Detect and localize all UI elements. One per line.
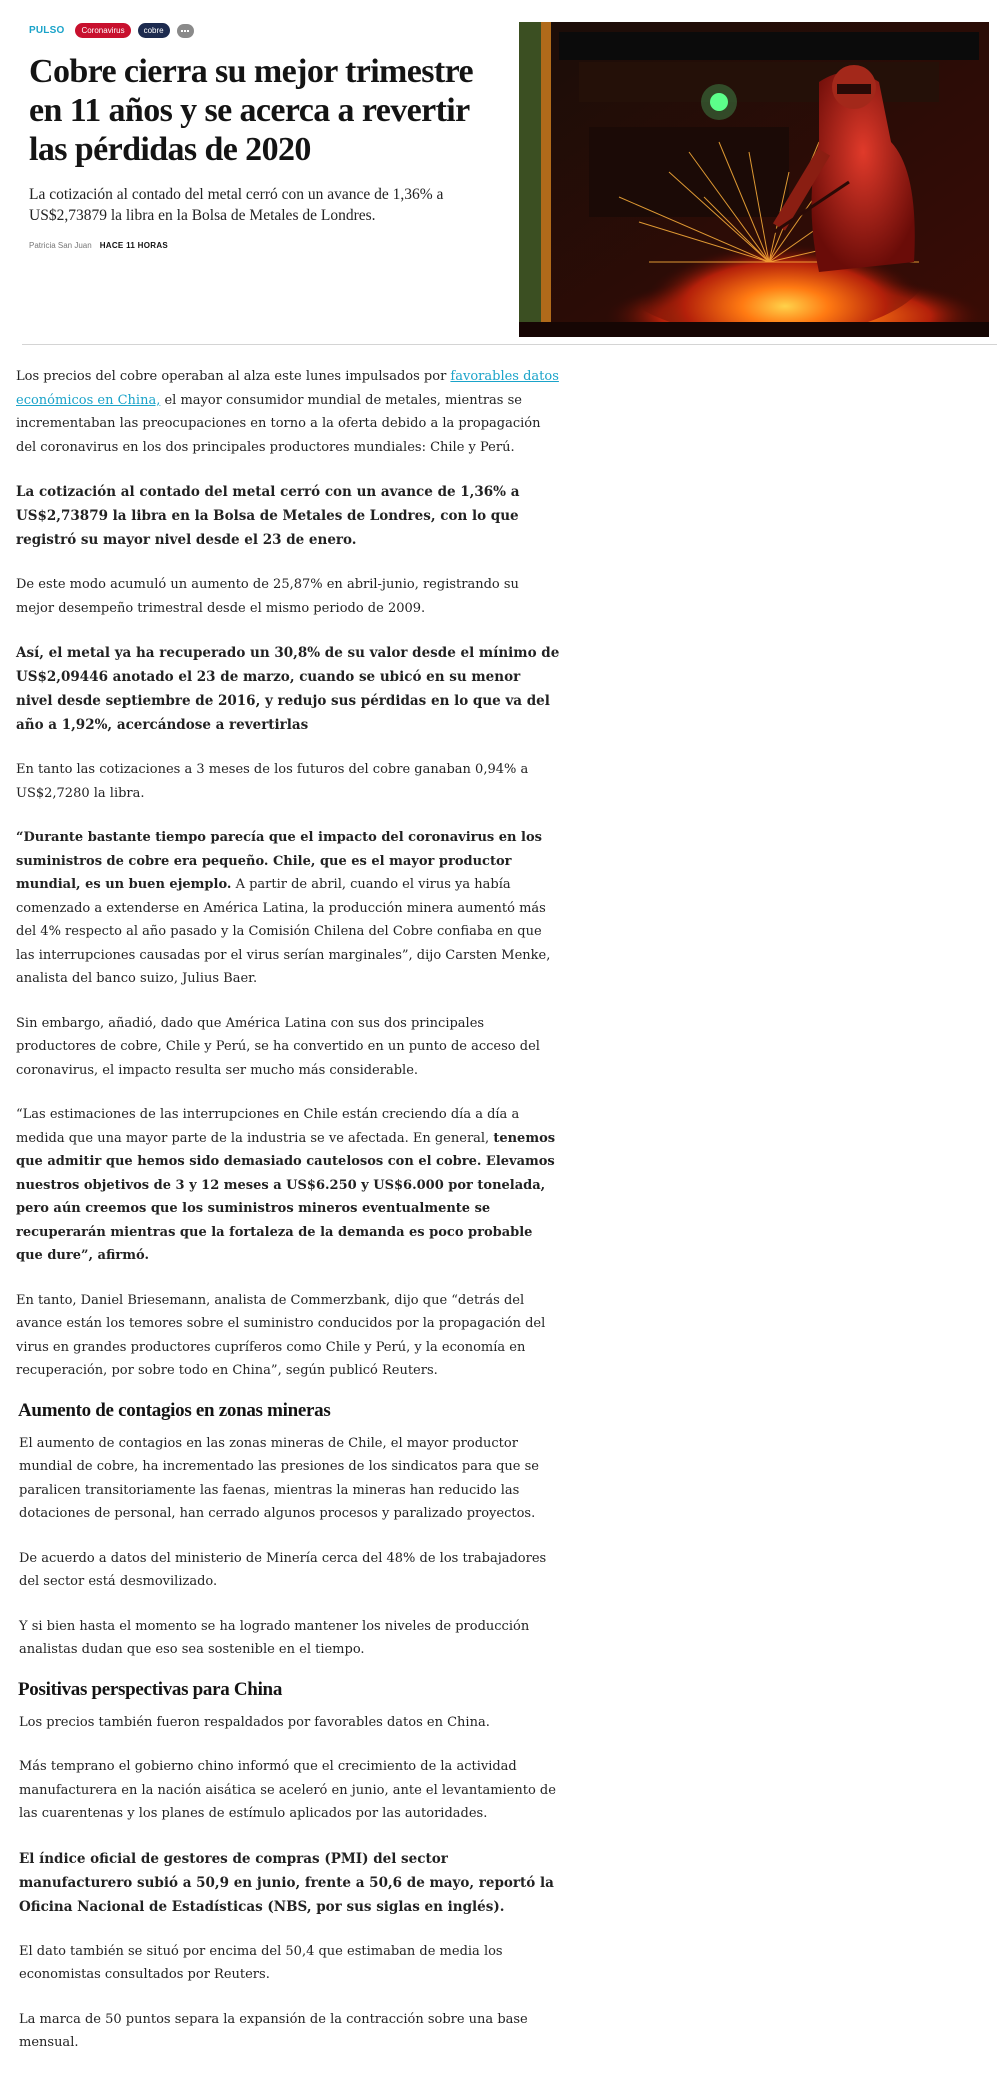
article-deck: La cotización al contado del metal cerró con un avance de 1,36% a US$2,73879 la libra en la Bolsa de Metales de Londres. bbox=[29, 186, 444, 224]
paragraph: Así, el metal ya ha recuperado un 30,8% de su valor desde el mínimo de US$2,09446 anotado el 23 de marzo, cuando se ubicó en su menor nivel desde septiembre de 2016, y redujo sus pérdidas en lo que va del año a 1,92%, acercándose a revertirlas bbox=[16, 645, 560, 733]
paragraph: Más temprano el gobierno chino informó que el crecimiento de la actividad manufacturera en la nación aisática se aceleró en junio, ante el levantamiento de las cuarentenas y los planes de estímulo aplicados por las autoridades. bbox=[19, 1759, 556, 1821]
ellipsis-icon[interactable] bbox=[177, 24, 194, 38]
inline-link[interactable]: favorables datos económicos en China, bbox=[16, 369, 559, 408]
article-header bbox=[0, 0, 1000, 345]
paragraph: Y si bien hasta el momento se ha logrado mantener los niveles de producción analistas dudan que eso sea sostenible en el tiempo. bbox=[19, 1618, 530, 1657]
paragraph: “Durante bastante tiempo parecía que el impacto del coronavirus en los suministros de cobre era pequeño. Chile, que es el mayor productor mundial, es un buen ejemplo. A partir de abril, cuando el virus ya había comenzado a extenderse en América Latina, la producción minera aumentó más del 4% respecto al año pasado y la Comisión Chilena del Cobre confiaba en que las interrupciones causadas por el virus serían marginales”, dijo Carsten Menke, analista del banco suizo, Julius Baer. bbox=[16, 830, 551, 986]
paragraph: De este modo acumuló un aumento de 25,87% en abril-junio, registrando su mejor desempeño trimestral desde el mismo periodo de 2009. bbox=[16, 577, 519, 616]
paragraph: En tanto, Daniel Briesemann, analista de Commerzbank, dijo que “detrás del avance están los temores sobre el suministro conducidos por la propagación del virus en grandes productores cupríferos como Chile y Perú, y la economía en recuperación, por sobre todo en China”, según publicó Reuters. bbox=[16, 1292, 546, 1378]
paragraph: El índice oficial de gestores de compras (PMI) del sector manufacturero subió a 50,9 en junio, frente a 50,6 de mayo, reportó la Oficina Nacional de Estadísticas (NBS, por sus siglas en inglés). bbox=[19, 1850, 554, 1915]
paragraph: “Las estimaciones de las interrupciones en Chile están creciendo día a día a medida que una mayor parte de la industria se ve afectada. En general, tenemos que admitir que hemos sido demasiado cautelosos con el cobre. Elevamos nuestros objetivos de 3 y 12 meses a US$6.250 y US$6.000 por tonelada, pero aún creemos que los suministros mineros eventualmente se recuperarán mientras que la fortaleza de la demanda es poco probable que dure”, afirmó. bbox=[16, 1107, 556, 1263]
byline bbox=[29, 241, 168, 250]
section-heading: Aumento de contagios en zonas mineras bbox=[18, 1399, 331, 1421]
header-divider bbox=[22, 344, 997, 345]
tag-row bbox=[29, 23, 194, 38]
paragraph: Los precios también fueron respaldados por favorables datos en China. bbox=[19, 1714, 490, 1730]
author-link[interactable]: Patricia San Juan bbox=[29, 241, 92, 250]
timestamp: HACE 11 HORAS bbox=[99, 241, 169, 250]
paragraph: Sin embargo, añadió, dado que América Latina con sus dos principales productores de cobre, Chile y Perú, se ha convertido en un punto de acceso del coronavirus, el impacto resulta ser mucho más considerable. bbox=[16, 1015, 540, 1078]
section-link[interactable]: PULSO bbox=[29, 25, 65, 36]
tag-cobre[interactable]: cobre bbox=[138, 23, 170, 38]
hero-image bbox=[519, 22, 989, 337]
paragraph: El dato también se situó por encima del 50,4 que estimaban de media los economistas consultados por Reuters. bbox=[19, 1943, 503, 1982]
paragraph: Los precios del cobre operaban al alza este lunes impulsados por favorables datos económicos en China, el mayor consumidor mundial de metales, mientras se incrementaban las preocupaciones en torno a la oferta debido a la propagación del coronavirus en los dos principales productores mundiales: Chile y Perú. bbox=[16, 369, 559, 455]
paragraph: La marca de 50 puntos separa la expansión de la contracción sobre una base mensual. bbox=[19, 2011, 528, 2050]
paragraph: En tanto las cotizaciones a 3 meses de los futuros del cobre ganaban 0,94% a US$2,7280 la libra. bbox=[16, 762, 529, 801]
tag-coronavirus[interactable]: Coronavirus bbox=[75, 23, 130, 38]
section-heading: Positivas perspectivas para China bbox=[18, 1678, 283, 1700]
paragraph: La cotización al contado del metal cerró con un avance de 1,36% a US$2,73879 la libra en la Bolsa de Metales de Londres, con lo que registró su mayor nivel desde el 23 de enero. bbox=[16, 484, 520, 548]
article-body bbox=[16, 365, 561, 2076]
paragraph: El aumento de contagios en las zonas mineras de Chile, el mayor productor mundial de cobre, ha incrementado las presiones de los sindicatos para que se paralicen transitoriamente las faenas, mientras la mineras han reducido las dotaciones de personal, han cerrado algunos procesos y paralizado proyectos. bbox=[19, 1435, 539, 1521]
page-title: Cobre cierra su mejor trimestre en 11 años y se acerca a revertir las pérdidas de 2020 bbox=[29, 53, 473, 168]
paragraph: De acuerdo a datos del ministerio de Minería cerca del 48% de los trabajadores del sector está desmovilizado. bbox=[19, 1550, 547, 1589]
